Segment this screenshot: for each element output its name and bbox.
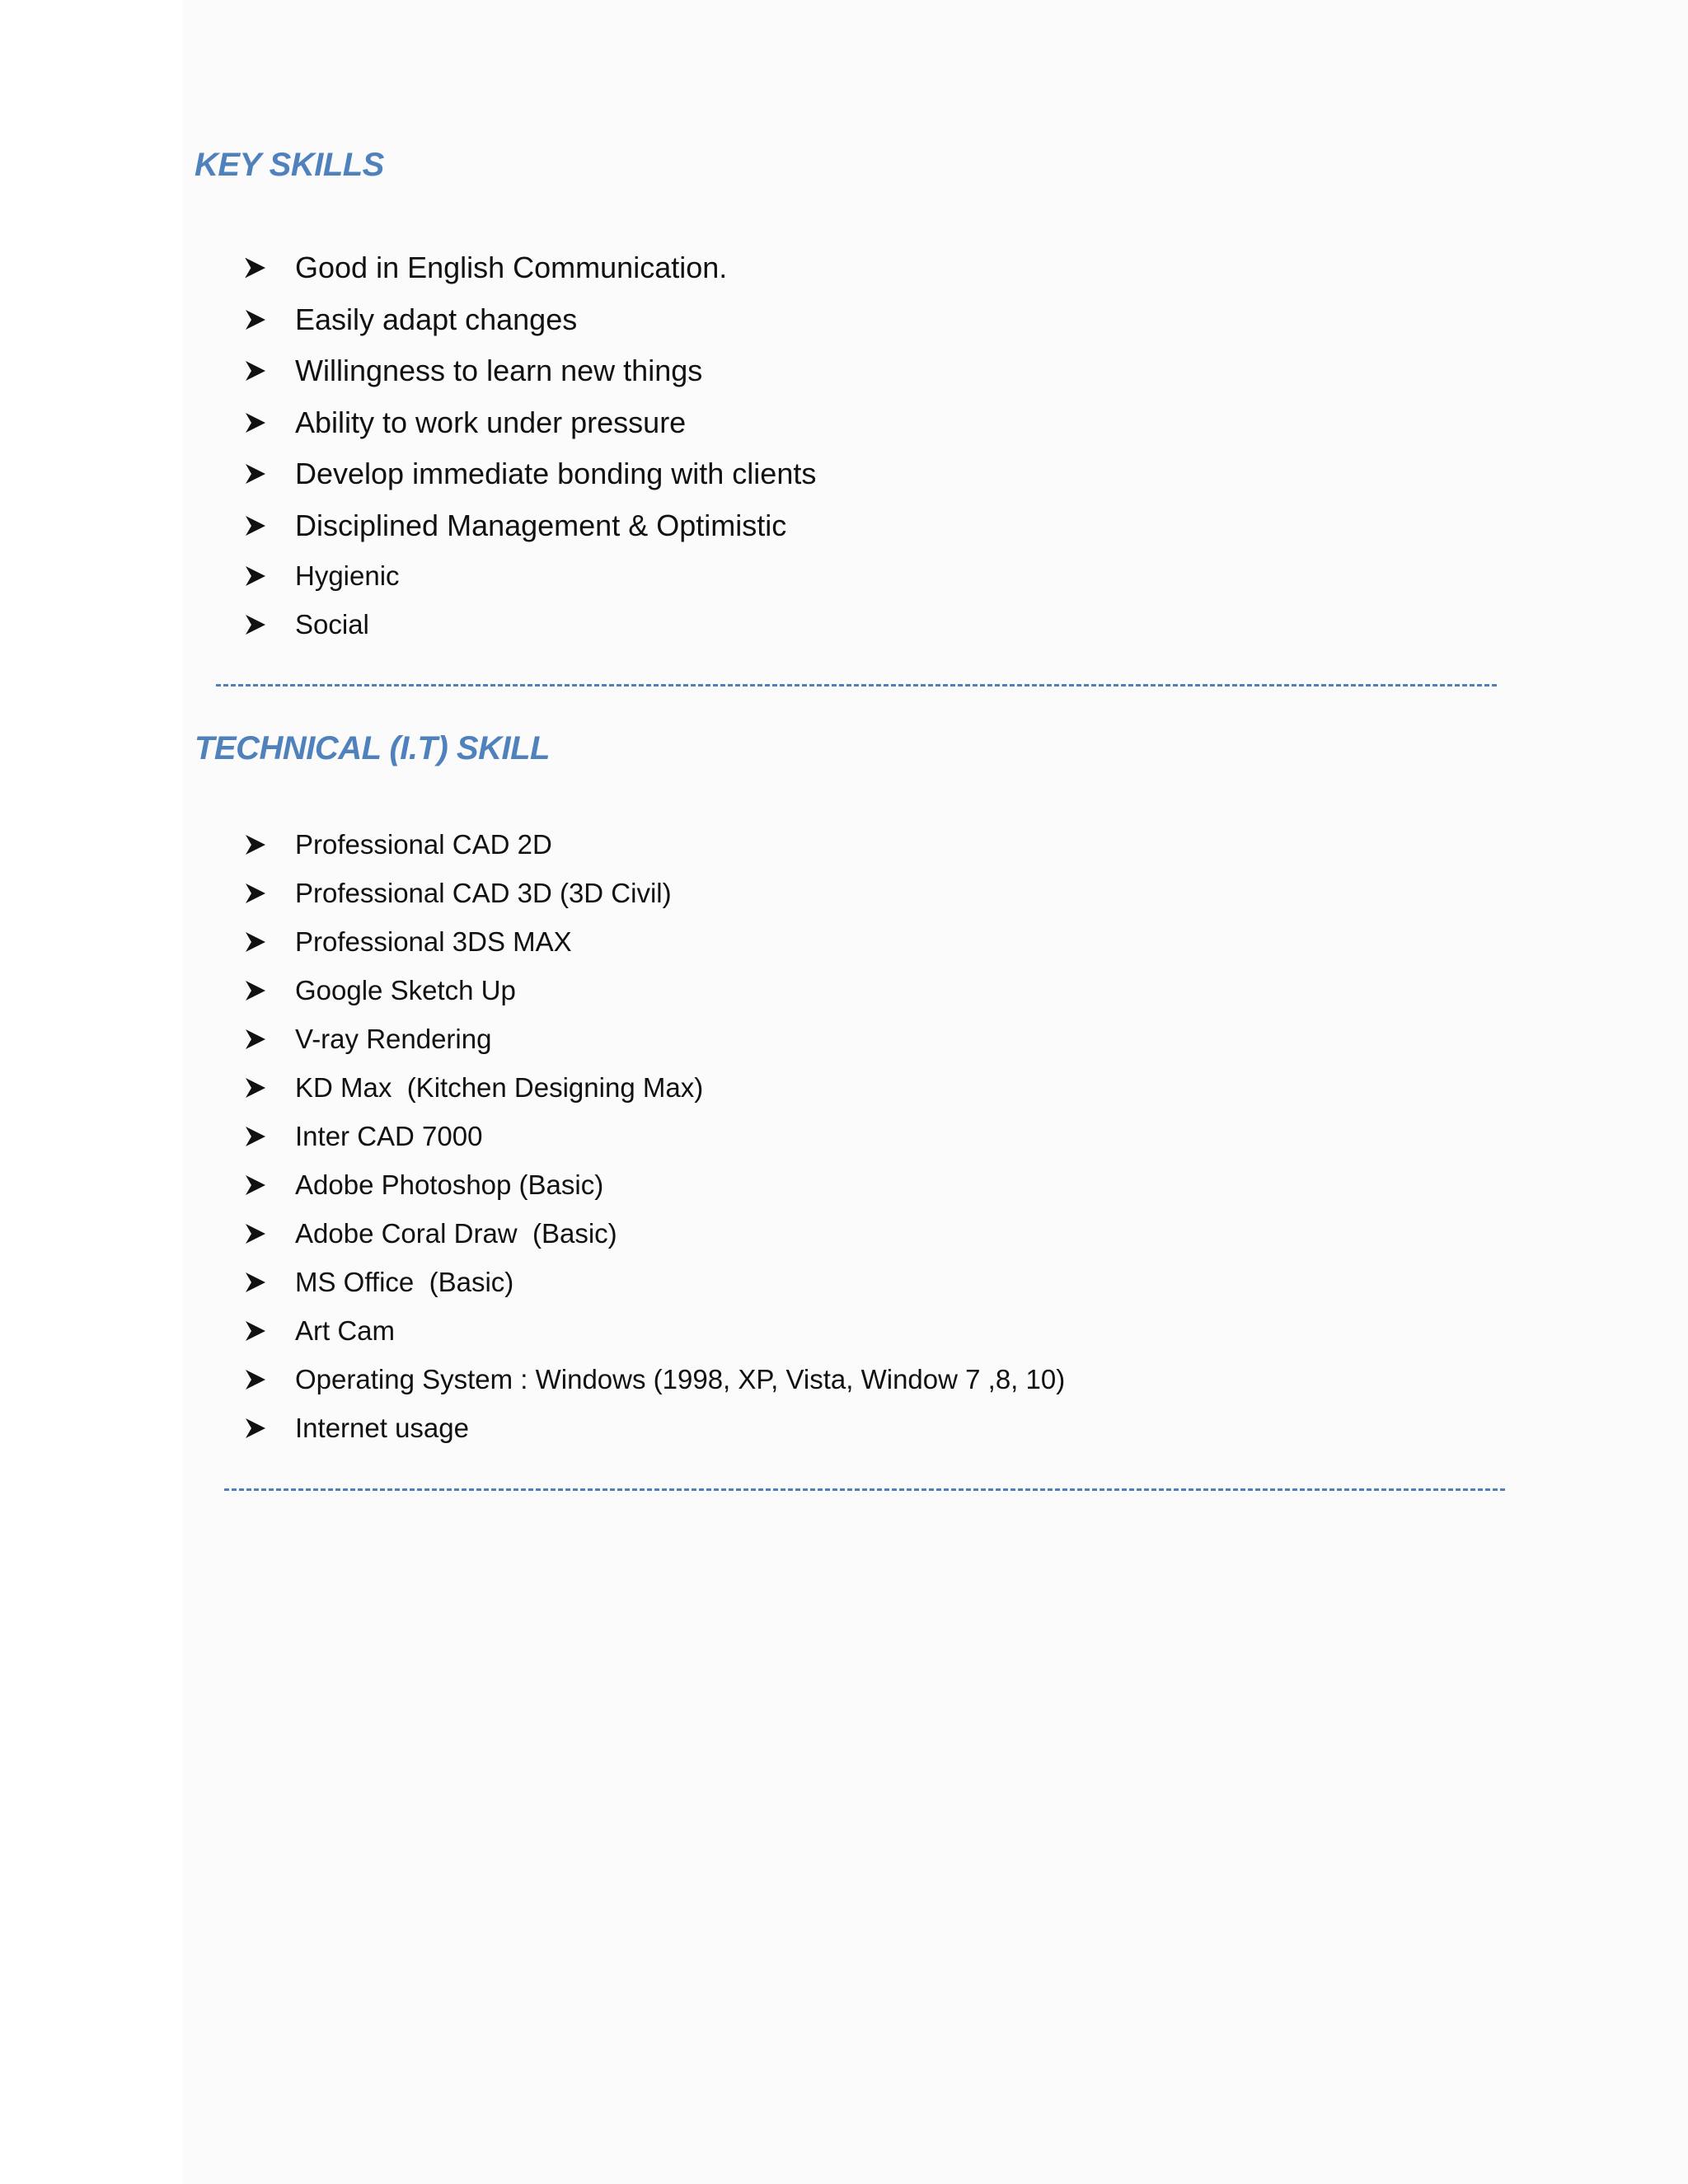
arrow-bullet-icon [244,613,267,636]
arrow-bullet-icon [244,833,267,856]
list-item [244,397,816,449]
arrow-bullet-icon [244,462,267,485]
arrow-bullet-icon [244,359,267,382]
section-divider [216,684,1497,687]
list-item-text: Ability to work under pressure [295,405,687,439]
list-item [244,500,816,552]
list-item-text: Adobe Photoshop (Basic) [295,1169,604,1200]
list-item [244,1015,1065,1063]
arrow-bullet-icon [244,308,267,331]
arrow-bullet-icon [244,1319,267,1343]
list-item-text: Hygienic [295,560,400,591]
arrow-bullet-icon [244,882,267,905]
technical-skills-list [244,820,1065,1452]
list-item [244,1404,1065,1452]
list-item-text: Art Cam [295,1315,396,1346]
list-item-text: Internet usage [295,1412,469,1443]
list-item-text: Good in English Communication. [295,251,728,285]
list-item [244,1112,1065,1160]
list-item-text: Disciplined Management & Optimistic [295,508,787,542]
list-item-text: Willingness to learn new things [295,354,703,388]
arrow-bullet-icon [244,256,267,279]
list-item-text: Adobe Coral Draw (Basic) [295,1217,617,1249]
arrow-bullet-icon [244,1271,267,1294]
arrow-bullet-icon [244,1076,267,1099]
list-item [244,1209,1065,1258]
arrow-bullet-icon [244,514,267,537]
list-item-text: Operating System : Windows (1998, XP, Vista, Window 7 ,8, 10) [295,1363,1066,1394]
arrow-bullet-icon [244,930,267,954]
list-item [244,1306,1065,1355]
list-item-text: Easily adapt changes [295,302,578,336]
key-skills-heading: KEY SKILLS [195,147,384,183]
list-item [244,242,816,294]
list-item [244,966,1065,1015]
arrow-bullet-icon [244,1125,267,1148]
arrow-bullet-icon [244,565,267,588]
list-item [244,448,816,500]
key-skills-list [244,242,816,649]
section-divider [224,1488,1505,1491]
list-item [244,345,816,397]
list-item-text: Develop immediate bonding with clients [295,457,817,491]
list-item-text: Google Sketch Up [295,974,516,1005]
list-item-text: V-ray Rendering [295,1023,492,1054]
list-item [244,600,816,649]
arrow-bullet-icon [244,1174,267,1197]
list-item [244,1160,1065,1209]
list-item-text: Professional 3DS MAX [295,926,572,957]
list-item [244,1258,1065,1306]
list-item [244,917,1065,966]
arrow-bullet-icon [244,1222,267,1245]
list-item-text: MS Office (Basic) [295,1266,514,1297]
list-item-text: Professional CAD 3D (3D Civil) [295,877,672,908]
list-item-text: KD Max (Kitchen Designing Max) [295,1071,704,1103]
arrow-bullet-icon [244,411,267,434]
list-item [244,820,1065,869]
arrow-bullet-icon [244,1368,267,1391]
list-item-text: Social [295,608,369,640]
list-item [244,551,816,600]
list-item [244,1063,1065,1112]
arrow-bullet-icon [244,1028,267,1051]
list-item [244,869,1065,917]
list-item [244,1355,1065,1404]
arrow-bullet-icon [244,1417,267,1440]
arrow-bullet-icon [244,979,267,1002]
list-item-text: Inter CAD 7000 [295,1120,483,1151]
list-item-text: Professional CAD 2D [295,828,552,860]
list-item [244,294,816,346]
technical-skills-heading: TECHNICAL (I.T) SKILL [195,730,550,766]
